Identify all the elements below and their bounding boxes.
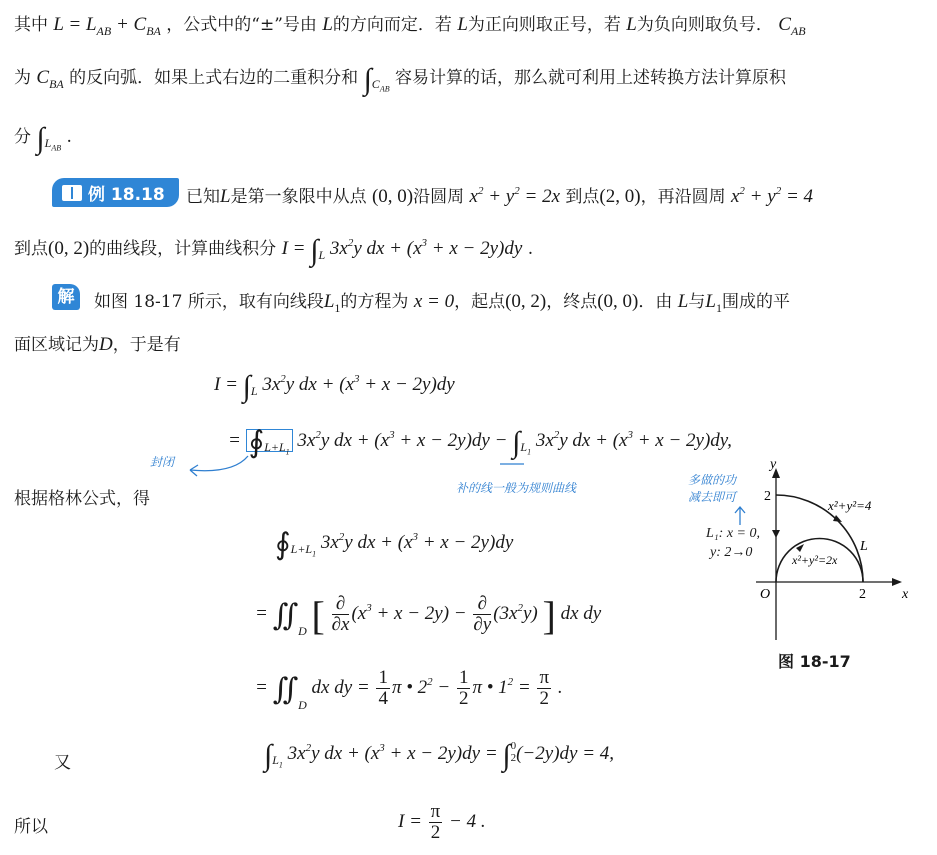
y-label: y xyxy=(770,460,777,472)
big-circle-label: x²+y²=4 xyxy=(828,498,872,513)
para1-line2: 为 $C_{BA}$ 的反向弧．如果上式右边的二重积分和 $\int_{C_{AB}}$ 容易计算的话，那么就可利用上述转换方法计算原积 xyxy=(14,63,786,96)
curve-L-label: L xyxy=(860,539,868,554)
para1-line3: 分 $\int_{L_{AB}}$ . xyxy=(14,122,72,155)
tick-y-2: 2 xyxy=(764,489,771,504)
again-label: 又 xyxy=(54,753,71,773)
tick-x-2: 2 xyxy=(859,587,866,602)
fig-l1-label1: L₁: x = 0, xyxy=(706,526,760,541)
example-line1: 已知L是第一象限中从点 (0, 0)沿圆周 $x^2 + y^2 = 2x$ 到点(2, 0)，再沿圆周 $x^2 + y^2 = 4$ xyxy=(186,185,814,207)
annotation-subtract: 减去即可 xyxy=(688,490,737,504)
eq-final: I = $\frac{\pi}{2}$ − 4 . xyxy=(398,801,486,843)
green-formula-text: 根据格林公式，得 xyxy=(14,489,150,509)
eq-I-def: $I = \int_L$ $3x^2y$ dx + $(x^3 + x - 2y)dy$ xyxy=(214,370,455,403)
formula-L-split: $L = L_{AB} + C_{BA}$ xyxy=(53,14,161,38)
figure-18-17 xyxy=(752,460,912,650)
annotation-more-work: 多做的功 xyxy=(688,473,737,487)
example-badge: 例 18.18 xyxy=(52,178,179,207)
eq-green-result: = $∬_D$ dx dy = $\frac{1}{4}$ π • $2^2$ − $\frac{1}{2}$ π • $1^2$ = $\frac{\pi}{2}$ . xyxy=(255,667,563,712)
so-label: 所以 xyxy=(14,817,48,837)
eq-I-split: = $∮_{L+L_1}$ $3x^2y$ dx + $(x^3 + x - 2y)dy - \int_{L_1}$ $3x^2y$ dx + $(x^3 + x - 2y)dy$, xyxy=(228,426,732,459)
figure-caption: 图 18-17 xyxy=(778,652,851,671)
closed-integral-box: $∮_{L+L_1}$ xyxy=(246,429,293,452)
solution-line2: 面区域记为D，于是有 xyxy=(14,334,181,355)
underline-annotation xyxy=(498,460,528,470)
eq-green-lhs: $∮_{L+L_1}$ $3x^2y$ dx + $(x^3 + x - 2y)dy$ xyxy=(275,528,514,561)
eq-green-double: = $∬_D$ [ $\frac{\partial}{\partial x}$ $(x^3 + x - 2y)$ − $\frac{\partial}{\partial y}$ $(3x^2y)$ ] dx dy xyxy=(255,593,602,638)
annotation-complement: 补的线一般为规则曲线 xyxy=(456,481,577,495)
arrow-annotation-closed xyxy=(178,452,258,482)
x-label: x xyxy=(902,587,909,602)
origin-label: O xyxy=(760,587,771,602)
eq-L1-integral: $\int_{L_1}$ $3x^2y$ dx + $(x^3 + x - 2y)dy$ = ∫ 0 2 (−2y)dy = 4, xyxy=(264,739,615,772)
solution-badge: 解 xyxy=(52,284,80,310)
small-circle-label: x²+y²=2x xyxy=(792,553,838,567)
annotation-closed: 封闭 xyxy=(150,455,175,469)
arrow-annotation-subtract xyxy=(733,505,747,527)
para1-line1: 其中 $L = L_{AB} + C_{BA}$ ，公式中的“±”号由 L的方向而定．若 L为正向则取正号，若 L为负向则取负号． $C_{AB}$ xyxy=(14,14,806,38)
example-line2: 到点(0, 2)的曲线段，计算曲线积分 $I = \int_L$ $3x^2y$ dx + $(x^3 + x - 2y)dy$ . xyxy=(14,234,534,267)
solution-line1: 如图 18-17 所示，取有向线段$L_1$的方程为 x = 0，起点(0, 2)，终点(0, 0)．由 L与$L_1$围成的平 xyxy=(94,291,790,315)
book-icon xyxy=(62,185,82,201)
fig-l1-label2: y: 2→0 xyxy=(710,545,753,560)
